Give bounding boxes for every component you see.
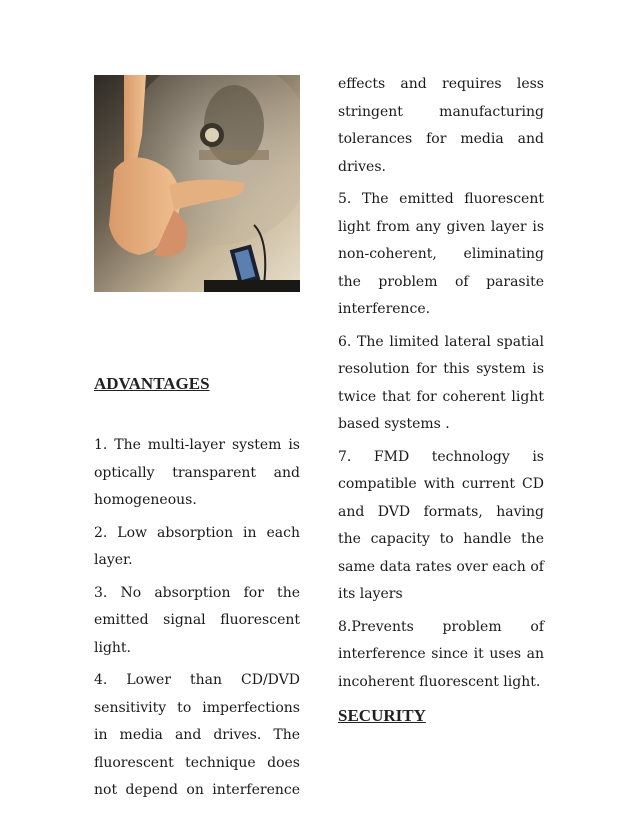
list-item: 2. Low absorption in each layer.: [94, 524, 300, 568]
photo-illustration: [94, 75, 300, 292]
advantages-heading: ADVANTAGES: [94, 374, 210, 393]
list-item: 4. Lower than CD/DVD sensitivity to imperfections in media and drives. The fluorescent technique does not depend on interference: [94, 672, 300, 798]
continued-text: effects and requires less stringent manufacturing tolerances for media and drives.: [338, 76, 544, 175]
hand-holding-disc-photo: [94, 75, 300, 292]
list-item: 6. The limited lateral spatial resolution for this system is twice that for coherent light based systems .: [338, 333, 544, 432]
list-item: 5. The emitted fluorescent light from any given layer is non-coherent, eliminating the problem of parasite interference.: [338, 191, 544, 317]
list-item: 8.Prevents problem of interference since it uses an incoherent fluorescent light.: [338, 618, 544, 690]
right-column: [338, 71, 544, 701]
list-item: 3. No absorption for the emitted signal fluorescent light.: [94, 584, 300, 656]
security-heading: SECURITY: [338, 706, 426, 725]
left-column: [94, 432, 300, 810]
list-item: 7. FMD technology is compatible with current CD and DVD formats, having the capacity to handle the same data rates over each of its layers: [338, 448, 544, 602]
list-item: 1. The multi-layer system is optically transparent and homogeneous.: [94, 437, 300, 508]
